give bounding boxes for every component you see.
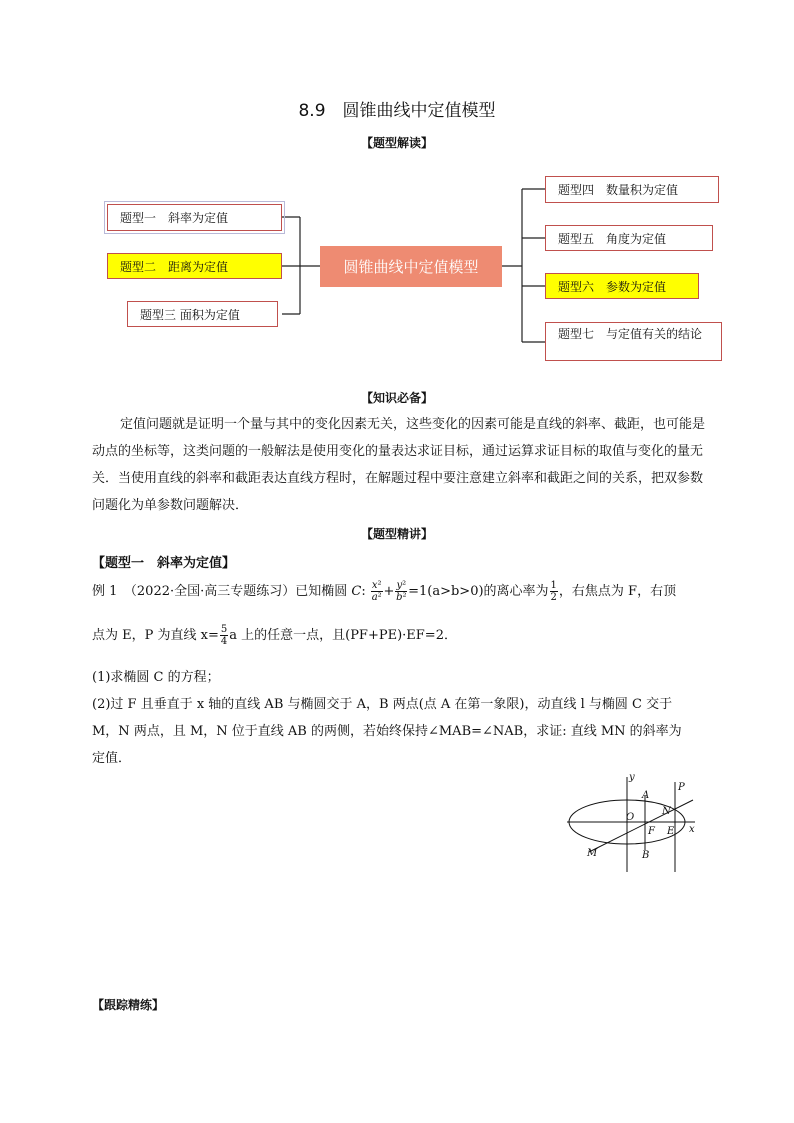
mindmap-center-node: 圆锥曲线中定值模型 bbox=[320, 246, 502, 287]
label-x: x bbox=[689, 824, 695, 835]
page-title: 8.9 圆锥曲线中定值模型 bbox=[298, 101, 496, 121]
section-heading-types: 【题型解读】 bbox=[360, 136, 433, 150]
knowledge-paragraph: 定值问题就是证明一个量与其中的变化因素无关，这些变化的因素可能是直线的斜率、截距，也可能是动点的坐标等，这类问题的一般解法是使用变化的量表达求证目标，通过运算求证目标的取值与变化的量无关．当使用直线的斜率和截距表达直线方程时，在解题过程中要注意建立斜率和截距之间的关系，把双参数问题化为单参数问题解决． bbox=[92, 417, 706, 513]
example-line-2: 点为 E，P 为直线 x= $\frac{5}{4}$ a 上的任意一点，且(PF+PE)·EF=2． bbox=[92, 624, 457, 647]
label-f: F bbox=[648, 826, 655, 837]
question-1: (1)求椭圆 C 的方程； bbox=[92, 670, 220, 685]
mindmap-node-type5: 题型五 角度为定值 bbox=[545, 225, 713, 251]
mindmap-node-type4: 题型四 数量积为定值 bbox=[545, 176, 719, 203]
label-e: E bbox=[667, 826, 675, 837]
label-a: A bbox=[642, 790, 650, 801]
mindmap-node-type3: 题型三 面积为定值 bbox=[127, 301, 278, 327]
fraction-y2-b2: $\frac{\text{y²}}{\text{b²}}$ bbox=[396, 580, 407, 603]
label-p: P bbox=[678, 782, 685, 793]
label-n: N bbox=[662, 806, 671, 817]
label-m: M bbox=[587, 848, 598, 859]
section-heading-lecture: 【题型精讲】 bbox=[360, 527, 433, 541]
mindmap-node-type2: 题型二 距离为定值 bbox=[107, 253, 282, 279]
example-line-1: 例 1 （2022·全国·高三专题练习）已知椭圆 C: $\frac{\text{x²}}{\text{a²}}$ + $\frac{\text{y²}}{\text{b²}}$ =1(a>b>0)的离心率为 $\frac{1}{2}$ ，右焦点为 F，右顶 bbox=[92, 580, 677, 603]
label-b: B bbox=[642, 850, 650, 861]
section-heading-knowledge: 【知识必备】 bbox=[360, 391, 433, 405]
type1-heading: 【题型一 斜率为定值】 bbox=[92, 556, 236, 571]
label-o: O bbox=[626, 812, 635, 823]
fraction-x2-a2: $\frac{\text{x²}}{\text{a²}}$ bbox=[371, 580, 382, 603]
label-y: y bbox=[629, 772, 635, 783]
mindmap-node-type1: 题型一 斜率为定值 bbox=[107, 204, 282, 231]
mindmap-node-type7: 题型七 与定值有关的结论 bbox=[545, 322, 722, 361]
question-2-line-1: (2)过 F 且垂直于 x 轴的直线 AB 与椭圆交于 A，B 两点(点 A 在第一象限)，动直线 l 与椭圆 C 交于 bbox=[92, 697, 673, 712]
mindmap-node-type6: 题型六 参数为定值 bbox=[545, 273, 699, 299]
ellipse-figure bbox=[565, 772, 700, 882]
section-heading-practice: 【跟踪精练】 bbox=[92, 998, 165, 1012]
line-mn bbox=[589, 800, 693, 852]
fraction-five-fourths: $\frac{5}{4}$ bbox=[220, 624, 228, 647]
fraction-one-half: $\frac{1}{2}$ bbox=[550, 580, 557, 603]
question-2-line-2: M，N 两点，且 M，N 位于直线 AB 的两侧，若始终保持∠MAB=∠NAB，求证: 直线 MN 的斜率为 bbox=[92, 724, 682, 739]
question-2-line-3: 定值． bbox=[92, 751, 132, 766]
